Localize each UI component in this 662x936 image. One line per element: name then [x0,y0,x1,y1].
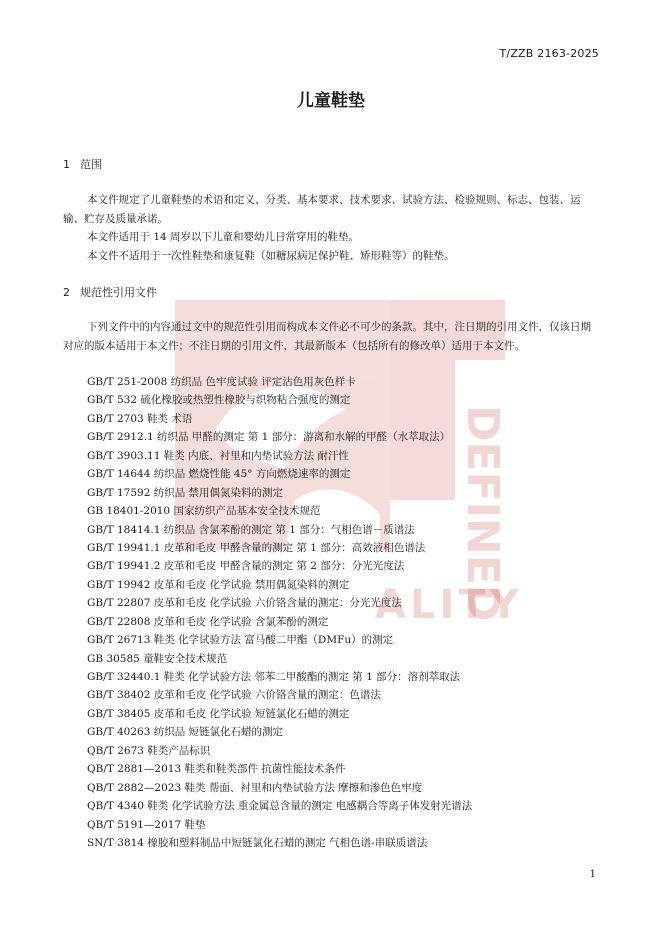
reference-item: GB/T 532 硫化橡胶或热塑性橡胶与织物粘合强度的测定 [87,394,351,407]
page-number: 1 [589,869,596,880]
section-1-paragraph: 本文件规定了儿童鞋垫的术语和定义、分类、基本要求、技术要求、试验方法、检验规则、标志、包装、运输、贮存及质量承诺。 [63,194,581,225]
reference-item: GB/T 251-2008 纺织品 色牢度试验 评定沾色用灰色样卡 [87,376,356,388]
document-code: T/ZZB 2163-2025 [499,47,599,60]
section-2-intro-paragraph: 下列文件中的内容通过文中的规范性引用而构成本文件必不可少的条款。其中，注日期的引用文件，仅该日期对应的版本适用于本文件；不注日期的引用文件，其最新版本（包括所有的修改单）适用于本文件。 [63,321,591,352]
reference-item: QB/T 2882—2023 鞋类 帮面、衬里和内垫试验方法 摩擦和渗色色牢度 [87,781,423,794]
reference-item: GB/T 2912.1 纺织品 甲醛的测定 第 1 部分：游离和水解的甲醛（水萃取法） [87,431,451,444]
reference-item: QB/T 5191—2017 鞋垫 [87,818,206,831]
reference-item: GB/T 19941.2 皮革和毛皮 甲醛含量的测定 第 2 部分：分光光度法 [87,560,405,573]
reference-item: GB/T 14644 纺织品 燃烧性能 45° 方向燃烧速率的测定 [87,468,351,481]
reference-item: GB/T 22807 皮革和毛皮 化学试验 六价铬含量的测定：分光光度法 [87,597,402,610]
watermark-vertical-text: DEFINED [457,405,508,622]
reference-item: GB/T 2703 鞋类 术语 [87,412,193,425]
reference-item: GB/T 38402 皮革和毛皮 化学试验 六价铬含量的测定：色谱法 [87,689,381,702]
reference-item: GB/T 17592 纺织品 禁用偶氮染料的测定 [87,486,284,499]
reference-item: GB 18401-2010 国家纺织产品基本安全技术规范 [87,505,321,518]
section-1-paragraph: 本文件适用于 14 周岁以下儿童和婴幼儿日常穿用的鞋垫。 [87,231,360,243]
section-2-heading [63,284,157,300]
section-1-body [63,191,600,265]
reference-item: GB/T 18414.1 纺织品 含氯苯酚的测定 第 1 部分：气相色谱－质谱法 [87,523,415,536]
document-title: 儿童鞋垫 [297,91,365,111]
section-1-number: 1 [63,158,70,171]
reference-item: GB/T 19942 皮革和毛皮 化学试验 禁用偶氮染料的测定 [87,578,350,591]
reference-item: QB/T 2881—2013 鞋类和鞋类部件 抗菌性能技术条件 [87,763,346,776]
reference-item: QB/T 4340 鞋类 化学试验方法 重金属总含量的测定 电感耦合等离子体发射光谱法 [87,800,473,813]
section-2-number: 2 [63,286,70,299]
reference-item: QB/T 2673 鞋类产品标识 [87,744,211,757]
reference-item: GB/T 38405 皮革和毛皮 化学试验 短链氯化石蜡的测定 [87,707,350,720]
reference-item: GB/T 3903.11 鞋类 内底、衬里和内垫试验方法 耐汗性 [87,449,349,462]
watermark-bottom-text: ALITY [375,582,523,628]
section-1-title: 范围 [80,158,102,171]
reference-item: GB/T 40263 纺织品 短链氯化石蜡的测定 [87,726,284,739]
section-1-paragraph: 本文件不适用于一次性鞋垫和康复鞋（如糖尿病足保护鞋、矫形鞋等）的鞋垫。 [87,249,455,262]
section-1-heading [63,156,102,172]
reference-item: GB/T 26713 鞋类 化学试验方法 富马酸二甲酯（DMFu）的测定 [87,634,394,647]
section-2-intro [63,318,600,355]
reference-item: GB/T 19941.1 皮革和毛皮 甲醛含量的测定 第 1 部分：高效液相色谱法 [87,541,426,554]
section-2-title: 规范性引用文件 [80,286,157,299]
reference-item: SN/T 3814 橡胶和塑料制品中短链氯化石蜡的测定 气相色谱-串联质谱法 [87,836,428,849]
reference-item: GB/T 32440.1 鞋类 化学试验方法 邻苯二甲酸酯的测定 第 1 部分：溶剂萃取法 [87,671,461,683]
reference-list [87,373,472,852]
reference-item: GB 30585 童鞋安全技术规范 [87,652,228,665]
reference-item: GB/T 22808 皮革和毛皮 化学试验 含氯苯酚的测定 [87,615,329,628]
